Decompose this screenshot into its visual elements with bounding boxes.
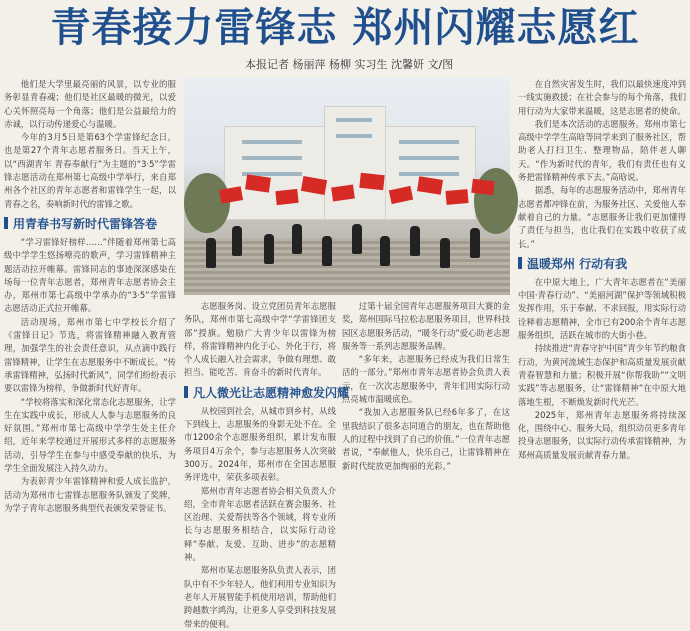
- column-1: [4, 78, 176, 525]
- paragraph: 他们是大学里最亮丽的风景，以专业的服务彰显青春魂；他们是社区最暖的微光，以爱心关怀照亮每一个角落；他们是公益最给力的赤诚，以行动传递爱心与温暖。: [4, 79, 176, 129]
- paragraph: 志愿服务岗、设立党团员青年志愿服务队，郑州市第七高级中学“学雷锋团支部”授旗。勉励广大青少年以雷锋为榜样，将雷锋精神内化于心、外化于行，将个人成长融入社会需求，争做有理想、敢担当、能吃苦、肯奋斗的新时代青年。: [184, 301, 336, 378]
- subheading-text: 凡人微光让志愿精神愈发闪耀: [193, 385, 350, 400]
- subheading-marker: [4, 217, 8, 229]
- volunteer: [410, 226, 420, 256]
- paragraph: “学习雷锋好榜样……”伴随着郑州第七高级中学学生悠扬嘹亮的歌声，学习雷锋精神主题活动拉开帷幕。雷锋同志的事迹深深感染在场每一位青年志愿者，郑州青年志愿者协会主办，郑州市第七高级中学承办的“3·5”学雷锋志愿活动正式拉开帷幕。: [4, 236, 176, 314]
- red-flag: [445, 189, 468, 205]
- volunteer: [292, 224, 302, 254]
- paragraph: 据悉，每年的志愿服务活动中，郑州青年志愿者都冲锋在前，为服务社区、关爱他人奉献着自己的力量。“志愿服务让我们更加懂得了责任与担当，也让我们在实践中收获了成长。”: [518, 185, 686, 249]
- paragraph: 在中原大地上，广大青年志愿者在“美丽中国·青春行动”、“美丽河湖”保护等领域积极发挥作用，乐于奉献、不求回报，用实际行动诠释着志愿精神，全市已有200余个青年志愿服务组织，活跃在城市的大街小巷。: [518, 276, 686, 341]
- subheading-1: [4, 215, 176, 233]
- red-flag: [275, 189, 298, 205]
- subheading-marker: [184, 386, 188, 398]
- paragraph: 持续推进“青春守护中国”青少年节约粮食行动，为黄河流域生态保护和高质量发展贡献青春智慧和力量；积极开展“你帮我助”“文明实践”等志愿服务，让“雷锋精神”在中原大地落地生根，不断焕发新时代光芒。: [518, 343, 686, 407]
- byline: 本报记者 杨丽萍 杨柳 实习生 沈馨妍 文/图: [245, 58, 454, 71]
- column-2: [184, 300, 350, 629]
- volunteer: [352, 224, 362, 254]
- paragraph: 郑州市某志愿服务队负责人表示，团队中有不少年轻人，他们利用专业知识为老年人开展智能手机使用培训，帮助他们跨越数字鸿沟，让更多人享受到科技发展带来的便利。: [184, 565, 336, 629]
- paragraph: 我们是本次活动的志愿服务。郑州市第七高级中学学生高晗等同学来到了服务社区，帮助老人打扫卫生、整理物品，陪伴老人聊天。“作为新时代的青年，我们有责任也有义务把雷锋精神传承下去。”高晗说。: [518, 118, 686, 183]
- paragraph: 今年的3月5日是第63个学雷锋纪念日，也是第27个青年志愿者服务日。当天上午，以“西湖青年 青春奉献行”为主题的“3·5”学雷锋志愿活动在郑州第七高级中学举行，来自郑州各个社区的青年志愿者和雷锋学生一起，以青春之名，奏响新时代的雷锋之歌。: [4, 132, 176, 209]
- paragraph: 在自然灾害发生时，我们以最快速度冲到一线实施救援；在社会参与的每个角落，我们用行动为大家带来温暖，这是志愿者的使命。: [518, 79, 686, 116]
- red-flag: [359, 173, 384, 190]
- paragraph: “我加入志愿服务队已经6年多了，在这里我结识了很多志同道合的朋友，也在帮助他人的过程中找到了自己的价值。”一位青年志愿者说，“奉献他人，快乐自己，让雷锋精神在新时代绽放更加绚丽的光彩。”: [342, 407, 510, 471]
- volunteer: [322, 236, 332, 266]
- headline: 青春接力雷锋志 郑州闪耀志愿红: [50, 5, 640, 51]
- building-tower: [324, 106, 386, 220]
- volunteer: [440, 238, 450, 268]
- subheading-text: 用青春书写新时代雷锋答卷: [13, 216, 158, 231]
- paragraph: “学校将落实和深化常态化志愿服务，让学生在实践中成长，形成人人参与志愿服务的良好氛围。”郑州市第七高级中学学生处主任介绍，近年来学校通过开展形式多样的志愿服务活动，引导学生在参与中感受奉献的快乐，为学生全面发展注入持久动力。: [4, 396, 176, 474]
- column-3: [342, 300, 510, 525]
- paragraph: 从校园到社会，从城市到乡村，从线下到线上，志愿服务的身影无处不在。全市1200余个志愿服务组织，累计发布服务项目4万余个，参与志愿服务人次突破300万。2024年，郑州市在全国志愿服务评选中，荣获多项表彰。: [184, 405, 336, 483]
- paragraph: 郑州市青年志愿者协会相关负责人介绍，全市青年志愿者活跃在赛会服务、社区治理、关爱帮扶等各个领域，将专业所长与志愿服务相结合，以实际行动诠释“奉献、友爱、互助、进步”的志愿精神。: [184, 485, 336, 563]
- volunteer: [206, 238, 216, 268]
- volunteer: [470, 228, 480, 258]
- column-4: [518, 78, 686, 525]
- subheading-marker: [518, 257, 522, 269]
- volunteer: [380, 236, 390, 266]
- paragraph: 活动现场，郑州市第七中学校长介绍了《雷锋日记》节选，将雷锋精神融入教育管理，加强学生的社会责任意识，从点滴中践行雷锋精神，让学生在志愿服务中不断成长。“传承雷锋精神，弘扬时代新风”，同学们纷纷表示要以雷锋为榜样，争做新时代好青年。: [4, 316, 176, 394]
- paragraph: 为表彰青少年雷锋精神和爱人成长监护，活动为郑州市七雷锋志愿服务队颁发了奖牌，为学子青年志愿服务典型代表颁发荣誉证书。: [4, 476, 176, 513]
- subheading-3: [518, 255, 686, 273]
- red-flag: [471, 179, 495, 196]
- subheading-2: [184, 384, 350, 402]
- subheading-text: 温暖郑州 行动有我: [527, 256, 628, 271]
- tree: [474, 168, 518, 234]
- paragraph: “多年来，志愿服务已经成为我们日常生活的一部分。”郑州市青年志愿者协会负责人表示，在一次次志愿服务中，青年们用实际行动点亮城市温暖底色。: [342, 354, 510, 405]
- volunteer: [264, 234, 274, 264]
- paragraph: 2025年，郑州青年志愿服务将持续深化，围绕中心、服务大局，组织动员更多青年投身志愿服务，以实际行动传承雷锋精神，为郑州高质量发展贡献青春力量。: [518, 409, 686, 460]
- news-photo: [184, 78, 510, 295]
- paragraph: 过第十届全国青年志愿服务项目大赛的金奖，郑州国际马拉松志愿服务项目，世界科技园区志愿服务活动，“暖冬行动”爱心助老志愿服务等一系列志愿服务品牌。: [342, 301, 510, 351]
- volunteer: [232, 226, 242, 256]
- red-flag: [245, 174, 271, 192]
